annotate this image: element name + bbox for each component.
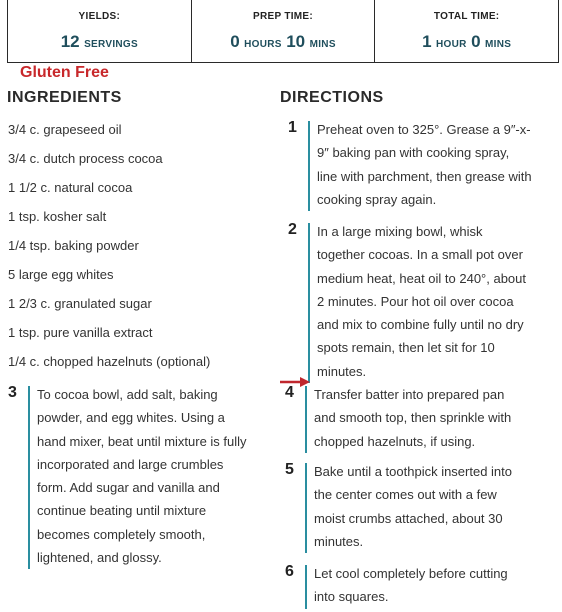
- prep-mins-number: 10: [286, 32, 306, 51]
- step-line: moist crumbs attached, about 30: [314, 510, 503, 526]
- step-line: lightened, and glossy.: [37, 550, 162, 566]
- ingredient-item: 3/4 c. dutch process cocoa: [8, 151, 163, 166]
- ingredient-item: 1 1/2 c. natural cocoa: [8, 180, 133, 195]
- ingredient-item: 5 large egg whites: [8, 267, 114, 282]
- step-line: form. Add sugar and vanilla and: [37, 480, 220, 496]
- step-accent-bar: [305, 386, 307, 453]
- step-text: [314, 460, 512, 553]
- total-hours-number: 1: [422, 32, 432, 51]
- step-text: [317, 220, 526, 383]
- directions-heading: DIRECTIONS: [280, 89, 384, 106]
- step-line: Transfer batter into prepared pan: [314, 387, 505, 402]
- direction-step-1: [288, 118, 532, 211]
- step-text: [37, 383, 247, 569]
- gluten-free-note: Gluten Free: [20, 64, 109, 81]
- step-line: chopped hazelnuts, if using.: [314, 433, 476, 449]
- step-line: incorporated and large crumbles: [37, 456, 224, 472]
- step-line: 9″ baking pan with cooking spray,: [317, 145, 510, 161]
- total-hours-unit: HOUR: [436, 39, 467, 50]
- ingredient-item: 1 2/3 c. granulated sugar: [8, 296, 152, 311]
- step-line: Let cool completely before cutting: [314, 566, 508, 581]
- step-line: To cocoa bowl, add salt, baking: [37, 387, 218, 402]
- ingredients-heading: INGREDIENTS: [7, 89, 122, 106]
- step-line: hand mixer, beat until mixture is fully: [37, 433, 247, 449]
- total-time-value: [375, 32, 558, 52]
- step-line: 2 minutes. Pour hot oil over cocoa: [317, 293, 514, 309]
- step-line: Bake until a toothpick inserted into: [314, 464, 513, 479]
- ingredient-item: 1 tsp. kosher salt: [8, 209, 107, 224]
- step-number: 3: [8, 384, 17, 401]
- recipe-stats-box: [7, 0, 559, 63]
- step-number: 4: [285, 384, 294, 401]
- step-text: [317, 118, 532, 211]
- ingredient-item: 1 tsp. pure vanilla extract: [8, 325, 153, 340]
- total-time-stat: [374, 0, 558, 62]
- ingredient-item: 1/4 c. chopped hazelnuts (optional): [8, 354, 211, 369]
- ingredient-item: 1/4 tsp. baking powder: [8, 238, 139, 253]
- direction-step-5: [285, 460, 512, 553]
- step-text: [314, 562, 508, 609]
- prep-time-value: [192, 32, 375, 52]
- step-line: spots remain, then let sit for 10: [317, 340, 495, 356]
- step-line: Preheat oven to 325°. Grease a 9″-x-: [317, 122, 531, 137]
- step-line: minutes.: [314, 533, 364, 549]
- step-line: and mix to combine fully until no dry: [317, 317, 524, 333]
- yields-label: YIELDS:: [78, 11, 121, 22]
- prep-time-stat: [191, 0, 375, 62]
- step-number: 2: [288, 221, 297, 238]
- step-line: into squares.: [314, 589, 389, 605]
- total-mins-unit: MINS: [485, 39, 512, 50]
- yields-number: 12: [60, 32, 80, 51]
- step-line: becomes completely smooth,: [37, 526, 206, 542]
- prep-time-label: PREP TIME:: [252, 11, 314, 22]
- step-line: continue beating until mixture: [37, 503, 207, 519]
- prep-mins-unit: MINS: [309, 39, 336, 50]
- step-line: together cocoas. In a small pot over: [317, 247, 523, 263]
- step-text: [314, 383, 511, 453]
- direction-step-6: [285, 562, 508, 609]
- yields-unit: SERVINGS: [84, 39, 138, 50]
- total-mins-number: 0: [471, 32, 481, 51]
- total-time-label: TOTAL TIME:: [433, 11, 500, 22]
- step-line: line with parchment, then grease with: [317, 168, 532, 184]
- step-line: cooking spray again.: [317, 191, 437, 207]
- step-accent-bar: [305, 565, 307, 609]
- step-line: powder, and egg whites. Using a: [37, 410, 225, 426]
- yields-stat: [8, 0, 191, 62]
- step-number: 6: [285, 563, 294, 580]
- step-accent-bar: [308, 121, 310, 211]
- prep-hours-unit: HOURS: [244, 39, 282, 50]
- ingredient-item: 3/4 c. grapeseed oil: [8, 122, 122, 137]
- step-line: medium heat, heat oil to 240°, about: [317, 270, 527, 286]
- direction-step-2: [288, 220, 526, 383]
- step-line: minutes.: [317, 363, 367, 379]
- step-accent-bar: [308, 223, 310, 383]
- direction-step-3: [8, 383, 247, 569]
- direction-step-4: [285, 383, 511, 453]
- step-number: 1: [288, 119, 297, 136]
- step-line: In a large mixing bowl, whisk: [317, 224, 483, 239]
- step-number: 5: [285, 461, 294, 478]
- step-line: the center comes out with a few: [314, 487, 497, 503]
- yields-value: [8, 32, 191, 52]
- step-accent-bar: [305, 463, 307, 553]
- step-accent-bar: [28, 386, 30, 569]
- prep-hours-number: 0: [230, 32, 240, 51]
- step-line: and smooth top, then sprinkle with: [314, 410, 512, 426]
